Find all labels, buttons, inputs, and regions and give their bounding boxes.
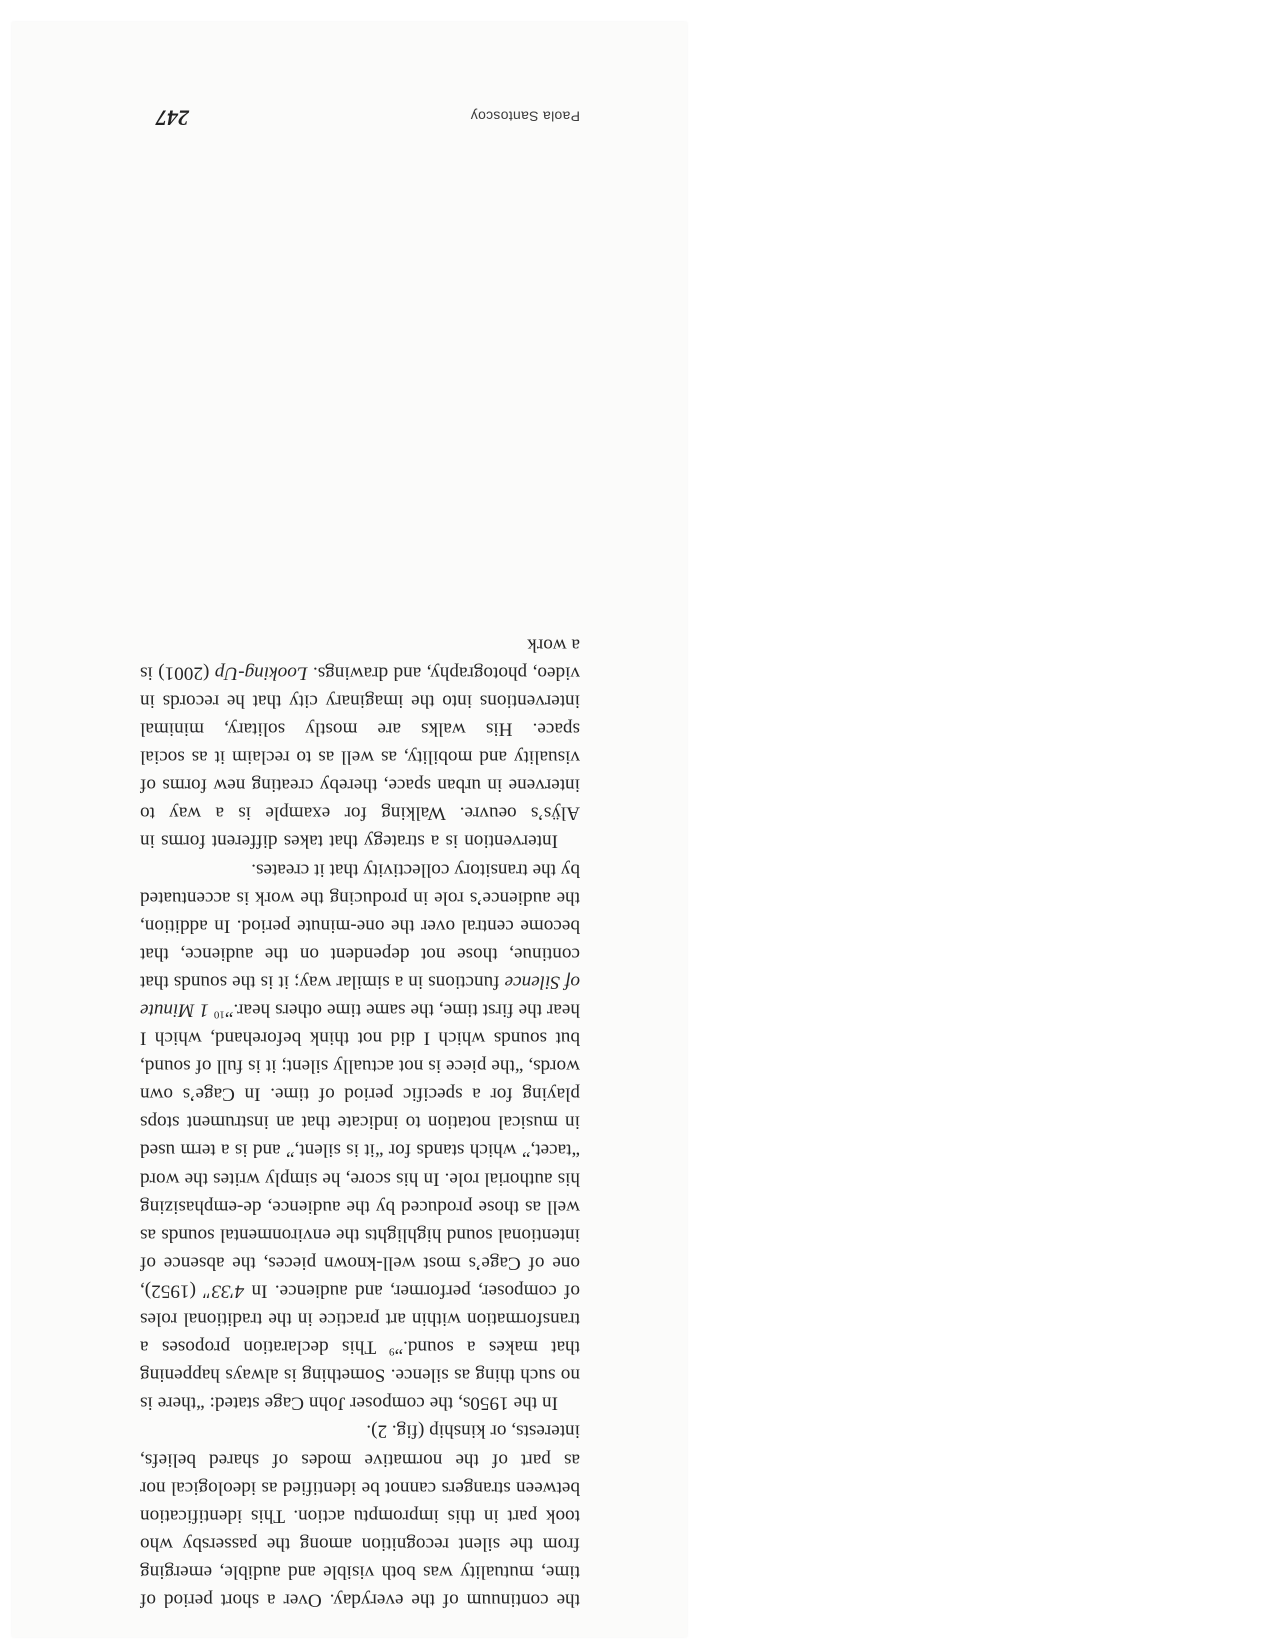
italic-title: Looking-Up [214,662,308,684]
text-run: functions in a similar way; it is the sounds that continue, those not dependent on the audience, that become central over the one-minute period. In addition, the audience’s role in producing the work is accentuated by the transitory collectivity that it creates. [139,858,580,993]
text-run: This declaration proposes a transformation within art practice in the traditional roles of composer, performer, and audience. In [140,1280,580,1358]
text-run [209,999,214,1020]
paragraph-3 [140,630,580,855]
italic-title: 4′33″ [203,1280,245,1302]
footnote-marker: 10 [213,1008,225,1021]
upside-down-page-content [140,90,580,1613]
blank-lower-area [140,294,580,630]
paragraph-1 [140,1417,580,1614]
italic-title: 1 Minute of Silence [140,971,580,1021]
text-run: the continuum of the everyday. Over a short period of time, mutuality was both visible and audible, emerging from the silent recognition among the passersby who took part in this impromptu action. This identification between strangers cannot be identified as ideological nor as part of the normative modes of shared beliefs, interests, or kinship (fig. 2). [140,1420,580,1611]
footnote-marker: 9 [389,1345,395,1358]
body-text [140,630,580,1613]
text-run: In the 1950s, the composer John Cage stated: “there is no such thing as silence. Something is always happening that makes a sound.” [140,1336,580,1414]
running-footer [140,90,580,130]
text-run: (1952), one of Cage’s most well-known pieces, the absence of intentional sound highlights the environmental sounds as well as those produced by the audience, de-emphasizing his authorial role. In his score, he simply writes the word “tacet,” which stands for “it is silent,” and is a term used in musical notation to indicate that an instrument stops playing for a specific period of time. In Cage’s own words, “the piece is not actually silent; it is full of sound, but sounds which I did not think beforehand, which I hear the first time, the same time others hear.” [139,999,580,1302]
text-run: (2001) is a work [139,634,580,684]
paragraph-2 [140,855,580,1417]
running-head-author: Paola Santoscoy [470,108,580,124]
text-run: Intervention is a strategy that takes different forms in Alÿs’s oeuvre. Walking for example is a way to intervene in urban space, thereby creating new forms of visuality and mobility, as well as to reclaim it as social space. His walks are mostly solitary, minimal interventions into the imaginary city that he records in video, photography, and drawings. [140,662,580,852]
page-number: 247 [156,105,189,130]
